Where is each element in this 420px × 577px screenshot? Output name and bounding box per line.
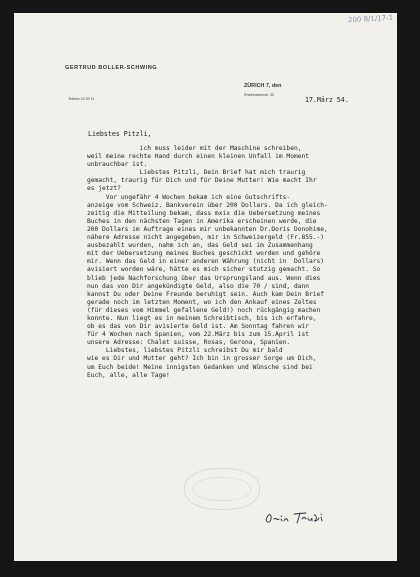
letter-line: avisiert worden wäre, hätte es mich sicher stutzig gemacht. So xyxy=(87,266,321,274)
letter-line: Euch, alle, alle Tage! xyxy=(87,371,170,379)
letter-line: mit der Uebersetzung meines Buches geschickt worden und gehöre xyxy=(87,250,321,258)
letter-line: mir. Wenn das Geld in einer anderen Währung (nicht in Dollars) xyxy=(87,258,325,266)
handwritten-signature xyxy=(264,510,328,526)
letter-greeting: Liebstes Pitzli, xyxy=(88,130,152,138)
letterhead-street: Rheinhaldenstr. 30 xyxy=(244,93,274,97)
letter-line: (für dieses vom Himmel gefallene Geld!) noch rückgängig machen xyxy=(87,306,321,314)
letterhead-city: ZÜRICH 7, den xyxy=(244,83,282,89)
letter-line: wie es Dir und Mutter geht? Ich bin in grosser Sorge um Dich, xyxy=(87,355,317,363)
letter-line: nähere Adresse nicht angegeben, mir in Schweizergeld (Fr.855.-) xyxy=(87,234,325,242)
letter-line: kannst Du oder Deine Freunde beruhigt sein. Auch kam Dein Brief xyxy=(87,290,325,298)
faint-stamp xyxy=(184,468,260,510)
letter-line: Liebstes Pitzli, Dein Brief hat mich traurig xyxy=(87,169,306,177)
letter-date: 17.März 54. xyxy=(305,96,349,104)
letter-line: 200 Dollars im Auftrage eines mir unbekannten Dr.Doris Donohime, xyxy=(87,225,328,233)
letter-line: gemacht, traurig für Dich und für Deine Mutter! Wie macht Ihr xyxy=(87,177,317,185)
letter-line: anzeige vom Schweiz. Bankverein über 200 Dollars. Da ich gleich- xyxy=(87,201,328,209)
letter-body xyxy=(87,145,392,380)
letter-line: für 4 Wochen nach Spanien, vom 22.März bis zum 15.April ist xyxy=(87,331,310,339)
letter-line: ob es das von Dir avisierte Geld ist. Am Sonntag fahren wir xyxy=(87,323,310,331)
letter-line: nun das von Dir angekündigte Geld, also die 70 / sind, dann xyxy=(87,282,310,290)
faint-stamp-inner-ring xyxy=(193,477,251,501)
letter-line: um Euch beide! Meine innigsten Gedanken und Wünsche sind bei xyxy=(87,363,313,371)
letter-line: Liebstes, liebstes Pitzli schreibst Du mir bald xyxy=(87,347,283,355)
letter-line: unbrauchbar ist. xyxy=(87,161,148,169)
letter-line: konnte. Nun liegt es in meinem Schreibtisch, bis ich erfahre, xyxy=(87,314,317,322)
letter-line: ich muss leider mit der Maschine schreiben, xyxy=(87,145,302,152)
letter-line: ausbezahlt wurden, nahm ich an, das Geld sei im Zusammenhang xyxy=(87,242,313,250)
letter-line: es jetzt? xyxy=(87,185,121,193)
archive-mark: 200 8/1/17-1 xyxy=(347,13,394,25)
letter-line: gerade noch im letzten Moment, wo ich den Ankauf eines Zeltes xyxy=(87,298,317,306)
letterhead-name: GERTRUD BOLLER-SCHWING xyxy=(65,65,158,71)
letter-line: unsere Adresse: Chalet suisse, Rosas, Gerona, Spanien. xyxy=(87,339,291,347)
letterhead-phone: Telefon 34 59 11 xyxy=(68,97,95,101)
letter-page xyxy=(14,13,397,561)
letter-line: Vor ungefähr 4 Wochen bekam ich eine Gutschrifts- xyxy=(87,193,291,201)
letter-line: zeitig die Mitteilung bekam, dass mxix die Uebersetzung meines xyxy=(87,209,321,217)
letter-line: Buches in den nächsten Tagen in Amerika erscheinen werde, die xyxy=(87,217,317,225)
letter-line: weil meine rechte Hand durch einen kleinen Unfall im Moment xyxy=(87,153,310,161)
letter-line: blieb jede Nachforschung über das Ursprungsland aus. Wenn dies xyxy=(87,274,321,282)
